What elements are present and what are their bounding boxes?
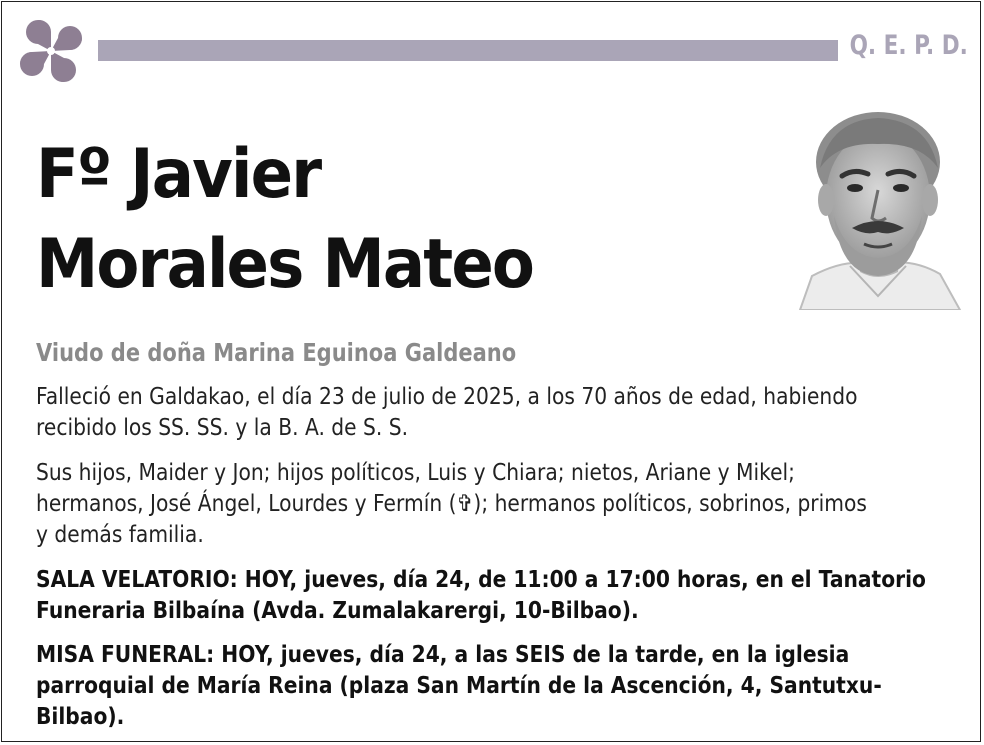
funeral-paragraph (36, 640, 956, 733)
deceased-name (36, 130, 533, 310)
family-line: hermanos, José Ángel, Lourdes y Fermín (✞); hermanos políticos, sobrinos, primos (36, 491, 867, 517)
family-line: y demás familia. (36, 522, 204, 548)
funeral-line: MISA FUNERAL: HOY, jueves, día 24, a las SEIS de la tarde, en la iglesia (36, 642, 850, 668)
portrait-photo (790, 106, 966, 310)
family-line: Sus hijos, Maider y Jon; hijos políticos, Luis y Chiara; nietos, Ariane y Mikel; (36, 460, 795, 486)
wake-line: SALA VELATORIO: HOY, jueves, día 24, de 11:00 a 17:00 horas, en el Tanatorio (36, 567, 926, 593)
funeral-line: Bilbao). (36, 704, 125, 730)
death-notice-paragraph (36, 382, 956, 444)
death-notice-line: Falleció en Galdakao, el día 23 de julio de 2025, a los 70 años de edad, habiendo (36, 384, 858, 410)
name-line-2: Morales Mateo (36, 225, 534, 304)
name-line-1: Fº Javier (36, 135, 321, 214)
funeral-line: parroquial de María Reina (plaza San Martín de la Ascención, 4, Santutxu- (36, 673, 882, 699)
widow-subtitle: Viudo de doña Marina Eguinoa Galdeano (36, 338, 517, 367)
family-paragraph (36, 458, 956, 551)
wake-paragraph (36, 565, 956, 627)
wake-line: Funeraria Bilbaína (Avda. Zumalakarergi, 10-Bilbao). (36, 598, 639, 624)
qepd-label: Q. E. P. D. (849, 30, 968, 61)
lauburu-icon (12, 12, 90, 90)
death-notice-line: recibido los SS. SS. y la B. A. de S. S. (36, 415, 409, 441)
header-bar (98, 40, 838, 61)
